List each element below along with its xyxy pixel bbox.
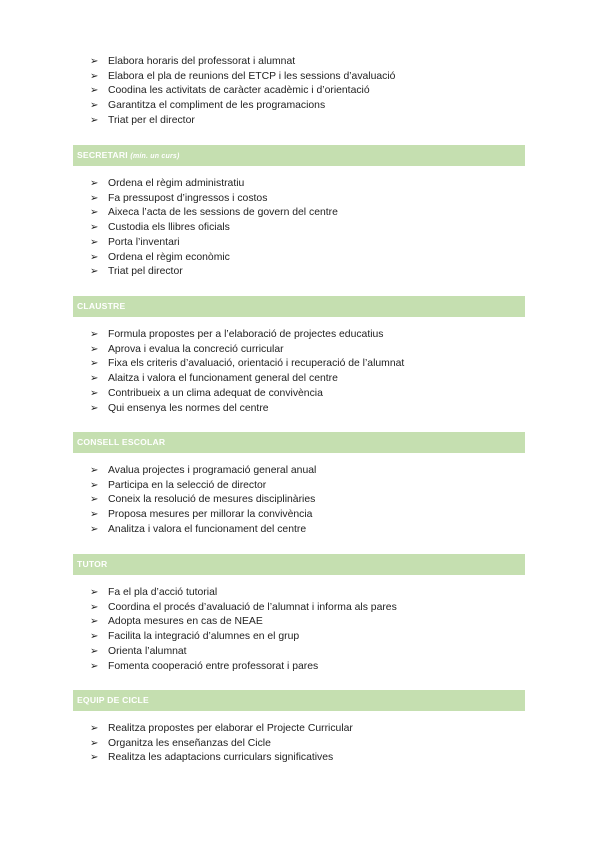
list-item: ➢ Porta l’inventari (90, 236, 338, 251)
list-item: ➢ Realitza les adaptacions curriculars significatives (90, 751, 353, 766)
list-item: ➢ Fomenta cooperació entre professorat i pares (90, 660, 397, 675)
arrowhead-bullet-icon: ➢ (90, 723, 99, 734)
arrowhead-bullet-icon: ➢ (90, 236, 99, 248)
arrowhead-bullet-icon: ➢ (90, 70, 99, 82)
list-item: ➢ Triat pel director (90, 265, 338, 280)
list-item: ➢ Fixa els criteris d’avaluació, orientació i recuperació de l’alumnat (90, 357, 404, 372)
arrowhead-bullet-icon: ➢ (90, 737, 99, 749)
list-item: ➢ Aixeca l’acta de les sessions de govern del centre (90, 206, 338, 221)
consell-escolar-list (90, 464, 316, 538)
list-item: ➢ Orienta l’alumnat (90, 645, 397, 660)
arrowhead-bullet-icon: ➢ (90, 178, 99, 189)
list-item: ➢ Coneix la resolució de mesures disciplinàries (90, 493, 316, 508)
section-header-tutor (73, 554, 525, 575)
list-item: ➢ Alaitza i valora el funcionament general del centre (90, 372, 404, 387)
section-title: SECRETARI (77, 150, 128, 160)
arrowhead-bullet-icon: ➢ (90, 387, 99, 399)
list-item: ➢ Aprova i evalua la concreció curricular (90, 343, 404, 358)
arrowhead-bullet-icon: ➢ (90, 523, 99, 535)
arrowhead-bullet-icon: ➢ (90, 56, 99, 67)
equip-de-cicle-list (90, 722, 353, 766)
arrowhead-bullet-icon: ➢ (90, 373, 99, 385)
arrowhead-bullet-icon: ➢ (90, 494, 99, 506)
section-title: EQUIP DE CICLE (77, 695, 149, 705)
arrowhead-bullet-icon: ➢ (90, 251, 99, 263)
list-item: ➢ Formula propostes per a l’elaboració de projectes educatius (90, 328, 404, 343)
list-item: ➢ Ordena el règim administratiu (90, 177, 338, 192)
list-item: ➢ Avalua projectes i programació general anual (90, 464, 316, 479)
list-item: ➢ Analitza i valora el funcionament del centre (90, 523, 316, 538)
arrowhead-bullet-icon: ➢ (90, 343, 99, 355)
arrowhead-bullet-icon: ➢ (90, 465, 99, 476)
arrowhead-bullet-icon: ➢ (90, 601, 99, 613)
arrowhead-bullet-icon: ➢ (90, 207, 99, 219)
section-title: CONSELL ESCOLAR (77, 437, 166, 447)
arrowhead-bullet-icon: ➢ (90, 752, 99, 764)
list-item: ➢ Fa pressupost d’ingressos i costos (90, 192, 338, 207)
section-title: CLAUSTRE (77, 301, 126, 311)
arrowhead-bullet-icon: ➢ (90, 479, 99, 491)
arrowhead-bullet-icon: ➢ (90, 631, 99, 643)
list-item: ➢ Adopta mesures en cas de NEAE (90, 615, 397, 630)
arrowhead-bullet-icon: ➢ (90, 114, 99, 126)
arrowhead-bullet-icon: ➢ (90, 660, 99, 672)
section-header-secretari (73, 145, 525, 166)
list-item: ➢ Garantitza el compliment de les programacions (90, 99, 395, 114)
section-title: TUTOR (77, 559, 108, 569)
arrowhead-bullet-icon: ➢ (90, 358, 99, 370)
list-item: ➢ Triat per el director (90, 114, 395, 129)
arrowhead-bullet-icon: ➢ (90, 645, 99, 657)
list-item: ➢ Ordena el règim econòmic (90, 251, 338, 266)
list-item: ➢ Proposa mesures per millorar la convivència (90, 508, 316, 523)
list-item: ➢ Qui ensenya les normes del centre (90, 402, 404, 417)
intro-list (90, 55, 395, 129)
list-item: ➢ Participa en la selecció de director (90, 479, 316, 494)
list-item: ➢ Custodia els llibres oficials (90, 221, 338, 236)
list-item: ➢ Elabora horaris del professorat i alumnat (90, 55, 395, 70)
section-note: (mín. un curs) (130, 153, 180, 160)
section-header-consell-escolar (73, 432, 525, 453)
arrowhead-bullet-icon: ➢ (90, 329, 99, 340)
arrowhead-bullet-icon: ➢ (90, 100, 99, 112)
list-item: ➢ Coodina les activitats de caràcter acadèmic i d’orientació (90, 84, 395, 99)
tutor-list (90, 586, 397, 674)
secretari-list (90, 177, 338, 280)
arrowhead-bullet-icon: ➢ (90, 192, 99, 204)
arrowhead-bullet-icon: ➢ (90, 587, 99, 598)
arrowhead-bullet-icon: ➢ (90, 509, 99, 521)
arrowhead-bullet-icon: ➢ (90, 222, 99, 234)
list-item: ➢ Realitza propostes per elaborar el Projecte Curricular (90, 722, 353, 737)
list-item: ➢ Contribueix a un clima adequat de convivència (90, 387, 404, 402)
arrowhead-bullet-icon: ➢ (90, 616, 99, 628)
list-item: ➢ Elabora el pla de reunions del ETCP i les sessions d’avaluació (90, 70, 395, 85)
section-header-equip-de-cicle (73, 690, 525, 711)
list-item: ➢ Facilita la integració d’alumnes en el grup (90, 630, 397, 645)
arrowhead-bullet-icon: ➢ (90, 85, 99, 97)
list-item: ➢ Organitza les enseñanzas del Cicle (90, 737, 353, 752)
arrowhead-bullet-icon: ➢ (90, 266, 99, 278)
section-header-claustre (73, 296, 525, 317)
claustre-list (90, 328, 404, 416)
list-item: ➢ Fa el pla d’acció tutorial (90, 586, 397, 601)
list-item: ➢ Coordina el procés d’avaluació de l’alumnat i informa als pares (90, 601, 397, 616)
arrowhead-bullet-icon: ➢ (90, 402, 99, 414)
